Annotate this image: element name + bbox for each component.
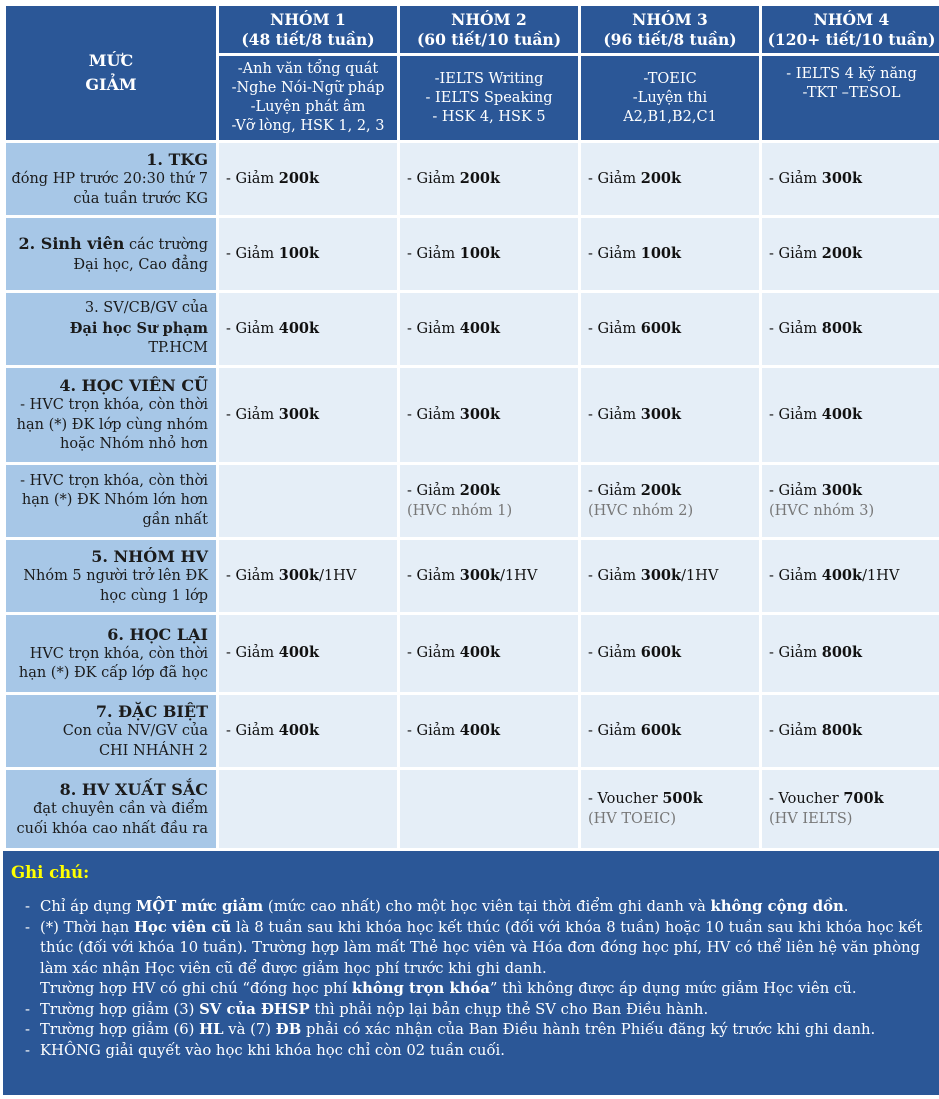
row-title: 6. HỌC LẠI bbox=[107, 624, 208, 644]
discount-cell: - Giảm 800k bbox=[762, 615, 939, 692]
row-label bbox=[6, 143, 216, 215]
table-row bbox=[6, 695, 939, 767]
note-item: - (*) Thời hạn Học viên cũ là 8 tuần sau khi khóa học kết thúc (đối với khóa 8 tuần) hoặc 10 tuần sau khi khóa học kết thúc (đối với khóa 10 tuần). Trường hợp làm mất Thẻ học viên và Hóa đơn đóng học phí, HV có thể liên hệ văn phòng làm xác nhận Học viên cũ để được giảm học phí trước khi ghi danh. Trường hợp HV có ghi chú “đóng học phí không trọn khóa” thì không được áp dụng mức giảm Học viên cũ. bbox=[25, 918, 923, 997]
row-desc: 3. SV/CB/GV của bbox=[84, 300, 208, 317]
discount-cell: - Giảm 300k (HVC nhóm 3) bbox=[762, 465, 939, 537]
group-4-courses bbox=[762, 56, 939, 140]
row-title: 2. Sinh viên bbox=[18, 234, 125, 253]
course-item: - HSK 4, HSK 5 bbox=[432, 108, 546, 125]
discount-cell-empty bbox=[219, 770, 397, 848]
discount-cell: - Giảm 800k bbox=[762, 293, 939, 365]
row-desc: học cùng 1 lớp bbox=[100, 587, 208, 604]
corner-line-1: MỨC bbox=[88, 51, 134, 70]
cell-note: (HVC nhóm 1) bbox=[407, 502, 513, 519]
group-title: NHÓM 1 bbox=[270, 9, 346, 29]
row-desc: Nhóm 5 người trở lên ĐK bbox=[23, 568, 208, 584]
course-item: -Luyện phát âm bbox=[250, 99, 366, 115]
group-hours: (96 tiết/8 tuần) bbox=[603, 29, 737, 49]
table-row bbox=[6, 615, 939, 692]
notes-list bbox=[3, 897, 923, 1061]
note-item: - KHÔNG giải quyết vào học khi khóa học chỉ còn 02 tuần cuối. bbox=[25, 1041, 505, 1059]
table-row bbox=[6, 465, 939, 537]
row-desc-bold: Đại học Sư phạm bbox=[69, 319, 208, 337]
row-desc: của tuần trước KG bbox=[73, 190, 208, 207]
course-item: -TKT –TESOL bbox=[802, 85, 901, 101]
group-title: NHÓM 2 bbox=[451, 9, 527, 29]
row-title: 1. TKG bbox=[146, 150, 208, 169]
corner-header bbox=[6, 6, 216, 140]
discount-cell: - Giảm 400k bbox=[400, 293, 578, 365]
discount-cell: - Giảm 100k bbox=[581, 218, 759, 290]
table-row bbox=[6, 143, 939, 215]
row-desc: - HVC trọn khóa, còn thời bbox=[20, 397, 208, 414]
discount-cell: - Giảm 400k bbox=[400, 695, 578, 767]
discount-table bbox=[3, 3, 939, 851]
row-desc: HVC trọn khóa, còn thời bbox=[29, 645, 208, 662]
group-title: NHÓM 3 bbox=[632, 9, 708, 29]
course-item: -Vỡ lòng, HSK 1, 2, 3 bbox=[231, 118, 385, 134]
course-item: -Anh văn tổng quát bbox=[237, 61, 379, 77]
row-desc: hạn (*) ĐK lớp cùng nhóm bbox=[16, 416, 208, 433]
row-label bbox=[6, 695, 216, 767]
cell-note: (HVC nhóm 3) bbox=[769, 502, 875, 519]
group-1-courses bbox=[219, 56, 397, 140]
group-title: NHÓM 4 bbox=[813, 9, 890, 29]
discount-cell: - Giảm 300k/1HV bbox=[400, 540, 578, 612]
row-desc: Đại học, Cao đẳng bbox=[73, 256, 208, 273]
discount-cell: - Giảm 400k bbox=[762, 368, 939, 462]
row-desc: - HVC trọn khóa, còn thời bbox=[20, 472, 208, 489]
discount-cell: - Giảm 200k bbox=[219, 143, 397, 215]
row-desc: hạn (*) ĐK cấp lớp đã học bbox=[18, 665, 208, 681]
table-row bbox=[6, 368, 939, 462]
row-desc: CHI NHÁNH 2 bbox=[98, 742, 208, 759]
discount-cell: - Giảm 400k bbox=[400, 615, 578, 692]
course-item: A2,B1,B2,C1 bbox=[623, 108, 717, 125]
row-label bbox=[6, 368, 216, 462]
discount-cell: - Giảm 200k (HVC nhóm 1) bbox=[400, 465, 578, 537]
group-3-courses bbox=[581, 56, 759, 140]
row-title-suffix: các trường bbox=[124, 237, 208, 253]
group-hours: (120+ tiết/10 tuần) bbox=[767, 29, 936, 49]
discount-cell: - Giảm 300k bbox=[581, 368, 759, 462]
group-3-header bbox=[581, 6, 759, 53]
row-label bbox=[6, 615, 216, 692]
table-row bbox=[6, 770, 939, 848]
discount-cell: - Giảm 100k bbox=[400, 218, 578, 290]
row-desc: cuối khóa cao nhất đầu ra bbox=[16, 820, 208, 837]
discount-cell: - Giảm 300k bbox=[762, 143, 939, 215]
row-title: 4. HỌC VIÊN CŨ bbox=[59, 376, 208, 396]
note-item: - Trường hợp giảm (6) HL và (7) ĐB phải có xác nhận của Ban Điều hành trên Phiếu đăng ký trước khi ghi danh. bbox=[25, 1021, 876, 1038]
discount-cell: - Giảm 200k bbox=[581, 143, 759, 215]
row-desc: đạt chuyên cần và điểm bbox=[33, 801, 208, 817]
discount-cell: - Giảm 600k bbox=[581, 615, 759, 692]
discount-cell: - Giảm 400k bbox=[219, 695, 397, 767]
table-row bbox=[6, 540, 939, 612]
discount-cell: - Giảm 400k bbox=[219, 615, 397, 692]
discount-cell: - Giảm 400k bbox=[219, 293, 397, 365]
group-hours: (48 tiết/8 tuần) bbox=[241, 29, 375, 49]
cell-note: (HV TOEIC) bbox=[588, 810, 677, 827]
row-desc: gần nhất bbox=[142, 511, 208, 528]
course-item: -Nghe Nói-Ngữ pháp bbox=[231, 80, 385, 96]
discount-cell: - Giảm 600k bbox=[581, 695, 759, 767]
discount-cell: - Voucher 500k (HV TOEIC) bbox=[581, 770, 759, 848]
row-desc: đóng HP trước 20:30 thứ 7 bbox=[11, 171, 208, 187]
row-desc: hoặc Nhóm nhỏ hơn bbox=[60, 436, 208, 453]
row-desc: hạn (*) ĐK Nhóm lớn hơn bbox=[21, 492, 208, 509]
note-item: - Chỉ áp dụng MỘT mức giảm (mức cao nhất) cho một học viên tại thời điểm ghi danh và không cộng dồn. bbox=[25, 898, 849, 915]
discount-cell: - Giảm 200k bbox=[762, 218, 939, 290]
group-hours: (60 tiết/10 tuần) bbox=[416, 29, 562, 49]
group-1-header bbox=[219, 6, 397, 53]
discount-cell: - Giảm 200k (HVC nhóm 2) bbox=[581, 465, 759, 537]
group-2-courses bbox=[400, 56, 578, 140]
discount-cell: - Giảm 400k/1HV bbox=[762, 540, 939, 612]
row-title: 5. NHÓM HV bbox=[91, 547, 208, 566]
discount-cell: - Giảm 300k bbox=[219, 368, 397, 462]
group-4-header bbox=[762, 6, 939, 53]
row-label bbox=[6, 465, 216, 537]
row-label bbox=[6, 770, 216, 848]
row-title: 8. HV XUẤT SẮC bbox=[59, 780, 208, 799]
group-2-header bbox=[400, 6, 578, 53]
row-label bbox=[6, 540, 216, 612]
row-label bbox=[6, 218, 216, 290]
discount-cell: - Giảm 300k/1HV bbox=[581, 540, 759, 612]
discount-cell-empty bbox=[400, 770, 578, 848]
discount-cell: - Giảm 300k bbox=[400, 368, 578, 462]
note-item: - Trường hợp giảm (3) SV của ĐHSP thì phải nộp lại bản chụp thẻ SV cho Ban Điều hành. bbox=[25, 1000, 709, 1018]
notes-box bbox=[3, 851, 939, 1095]
discount-cell-empty bbox=[219, 465, 397, 537]
course-item: -IELTS Writing bbox=[434, 70, 544, 87]
row-title: 7. ĐẶC BIỆT bbox=[95, 702, 208, 721]
course-item: - IELTS Speaking bbox=[425, 89, 553, 106]
course-item: -Luyện thi bbox=[632, 89, 708, 106]
row-desc: Con của NV/GV của bbox=[62, 723, 208, 739]
discount-cell: - Giảm 800k bbox=[762, 695, 939, 767]
discount-cell: - Giảm 200k bbox=[400, 143, 578, 215]
corner-line-2: GIẢM bbox=[85, 75, 137, 94]
table-row bbox=[6, 218, 939, 290]
discount-cell: - Giảm 600k bbox=[581, 293, 759, 365]
discount-cell: - Giảm 100k bbox=[219, 218, 397, 290]
discount-cell: - Giảm 300k/1HV bbox=[219, 540, 397, 612]
cell-note: (HVC nhóm 2) bbox=[588, 502, 694, 519]
course-item: -TOEIC bbox=[643, 70, 697, 87]
row-label bbox=[6, 293, 216, 365]
table-row bbox=[6, 293, 939, 365]
course-item: - IELTS 4 kỹ năng bbox=[786, 66, 917, 82]
notes-title: Ghi chú: bbox=[11, 863, 90, 882]
discount-cell: - Voucher 700k (HV IELTS) bbox=[762, 770, 939, 848]
cell-note: (HV IELTS) bbox=[769, 810, 853, 827]
row-desc: TP.HCM bbox=[148, 340, 208, 357]
